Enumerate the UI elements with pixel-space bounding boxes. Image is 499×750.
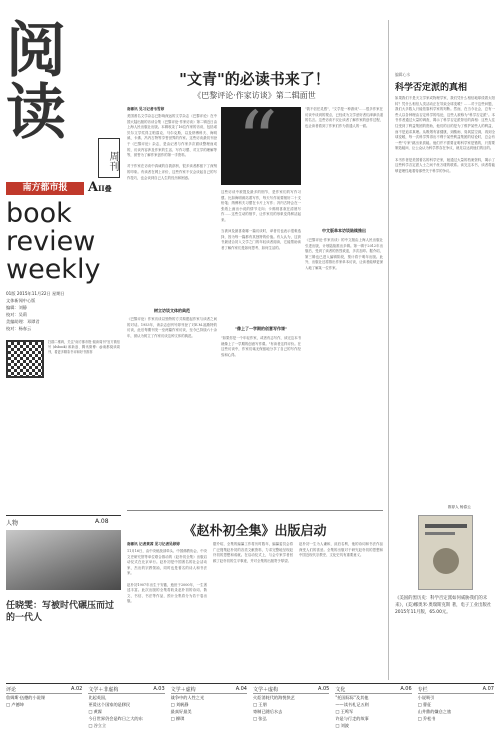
english-title: book review weekly xyxy=(6,198,101,285)
lead-headline[interactable]: "文青"的必读书来了！ xyxy=(179,70,330,88)
lead-col1: 美国著名文学杂志已影响深远的文学杂志《巴黎评论》在中国大陆出版的访谈合集《巴黎评论·作家访谈》第二辑近日由上海人民出版社出版。本辑收录了16位作家的访谈，包括诺贝尔文学奖得主帕慕克、马尔克斯，以及纳博科夫、海明威、卡佛、冯内古特等享誉世界的作家。这些访谈最初刊登于《巴黎评论》杂志，是由记者与作家多次面谈整理而成的，访谈内容涉及作家的生活、写作习惯、对文学的理解等等，被誉为了解作家创作的第一手资料。 对于作家在访谈中真诚的自我剖析，很多读者都留下了深刻的印象。有读者在网上评价，这些作家不仅会谈起自己的写作技巧，也会谈到自己人生的经历和困惑。 xyxy=(127,114,217,180)
person-headline[interactable]: 任晓雯：写被时代碾压而过的一代人 xyxy=(6,601,115,623)
lead-col2-subhead: "像上了一学期的创意写作课" xyxy=(234,326,288,331)
person-page[interactable]: A.08 xyxy=(95,518,109,525)
footer-item[interactable]: 文学＋非虚构 A.03 比起英国， 更爱这个国家的是移民 □ 黄霖 今日世界仍会是昨日之大的东 □ 谷立立 xyxy=(88,686,165,728)
lead-byline: 南都讯 见习记者韦雪婷 xyxy=(127,107,165,111)
paper-logo: 南方都市报 xyxy=(6,182,84,195)
qr-caption: 扫描二维码，关注"南方都市报-阅读周刊"官方微信号 (dsbook) 和新浪、腾讯微博：@南都阅读周刊，看更多精彩书评和好书推荐 xyxy=(48,340,120,354)
weekly-badge: 周刊 xyxy=(98,138,120,178)
footer-item[interactable]: 评论 A.02 詹姆斯·伍德的小说课 □ 卢德坤 xyxy=(6,686,83,707)
book-cover-image xyxy=(221,94,301,187)
lead-col1-subhead: 树立访谈文体的典范 xyxy=(154,308,190,313)
section-letter: AII叠 xyxy=(88,180,112,195)
person-label: 人物 xyxy=(6,520,19,527)
right-book-caption: 《美国的黑历史：科学否定派如何威胁我们的未来》，(美)娜奥米·奥瑞斯克斯 著，电子工业出版社2015年11月版，65.00元。 xyxy=(395,596,492,615)
right-body: 如果我们不是天文学家或物理学家，我们凭什么相信地球绕着太阳转？凭什么相信人类活动正在导致全球变暖？……对于这些问题，我们大多数人只能依靠科学家的判断。然而，在当今社会，总有一些人以各种理由否定科学的结论，这些人被称为"科学否定派"。本书作者通过大量的调查，揭示了科学否定派背后的真相：这些人往往受到了利益集团的资助，他们的目的是为了维护某些人的利益，而不是追求真理。从吸烟有害健康，到酸雨、臭氧层空洞，再到全球变暖，每一次科学界得出不利于某些利益集团的结论时，总会有一些"专家"跳出来质疑。他们并不需要证明科学家是错的，只需要制造疑问，让公众认为科学界存在争议，就足以达到他们的目的。 本书作者是美国著名的科学史家，她通过大量的档案资料，揭示了这些科学否定派人士之间千丝万缕的联系。读完这本书，读者将能够更理性地看待那些关于科学的争议。 xyxy=(395,96,495,173)
right-headline[interactable]: 科学否定派的真相 xyxy=(395,83,468,93)
lead-col1b: 《巴黎评论》作家访谈以独特的方式构建起作家与读者之间的对话。1953年，该杂志创刊号即刊登了对E.M.福斯特的访谈，此后每期刊发一至两篇作家访谈，至今已持续六十余年，被认为树立了作家访谈这种文体的典范。 xyxy=(127,317,217,338)
lead-col3: "我不信任灵感"，"文学是一种游戏"……很多作家在访谈中谈到的观点，已经成为文学爱好者们津津乐道的名言。这些访谈不仅让读者了解作家的创作过程，也让读者看到了作家们作为普通人的一面。 xyxy=(305,107,383,128)
lead-col3b: 《巴黎评论·作家访谈》的中文版由上海人民出版社引进出版，计划陆续推出多辑。第一辑于2012年出版后，受到了读者的热烈欢迎，多次加印。据介绍，第三辑也已进入编辑阶段，预计将于明年出版。此外，出版社还将推出作家单本访谈，让读者能够更深入地了解某一位作家。 xyxy=(305,238,383,270)
lead-col3-subhead: 中文版单本访谈陆续推出 xyxy=(322,228,366,233)
footer-toc xyxy=(6,686,494,744)
editor-pick-tag: 编辑心水 xyxy=(395,72,411,77)
second-col2: 据介绍，全集的编纂工作将历时数年，编纂委员会将广泛搜集赵朴初的各类文献资料，力求完整地呈现赵朴初的思想和成就。在启动仪式上，与会专家学者回顾了赵朴初的生平事迹，并对全集的出版寄予厚望。 xyxy=(213,542,293,563)
footer-item[interactable]: 文学＋虚构 A.04 战争中的人性之光 □ 刘帆静 最真好最美 □ 柳琪 xyxy=(170,686,247,721)
second-byline: 南都讯 记者黄茜 见习记者吴婷婷 xyxy=(127,542,180,546)
lead-col2: 这些访谈中被提及最多的细节，是作家们的写作习惯。比如海明威站着写作，每天写作前要削好二十支铅笔；纳博科夫习惯在卡片上写作；冯内古特会在一张纸上画出小说的情节走向；卡佛则喜欢在清晨写作……这些生动的细节，让作家们的形象变得鲜活起来。 当被问及最喜欢哪一篇访谈时，译者们也表示很难选择，因为每一篇都有其独特的价值。有人认为，这套书最适合初入文学之门的年轻读者阅读，它能帮助读者了解作家们是如何思考、如何生活的。 xyxy=(221,190,301,250)
footer-item[interactable]: 文学＋虚构 A.05 火炬消耗代的海悦快艺 □ 王朋 寄制已随后水去 □ 张弘 xyxy=(252,686,330,721)
second-headline[interactable]: 《赵朴初全集》出版启动 xyxy=(183,524,327,539)
second-col3: 赵朴初一生为人谦和，淡泊名利，他的诗词和书法作品深受人们的喜爱。全集的出版对于研究赵朴初的思想和中国近现代宗教史、文化史具有重要意义。 xyxy=(299,542,383,558)
right-book-cover xyxy=(418,515,473,590)
lead-col2b: "如果你是一个年轻作家，或者有志写作，读完这本书就像上了一学期的创意写作课。"有读者这样评价。在这些访谈中，作家们毫无保留地分享了自己的写作经验和心得。 xyxy=(221,336,301,357)
masthead-info: 01版 2015年11月22日 星期日 文体新闻中心版 编辑：刘静 校对：吴莉 美编助理：邓谭君 校对：杨春云 xyxy=(6,291,65,331)
person-photo xyxy=(6,530,121,590)
footer-item[interactable]: 文化 A.06 "托国际际"及其他 ——读书札记五则 □ 王鸣军 许是与行走的故事 □ 刘波 xyxy=(335,686,412,728)
lead-subhead: 《巴黎评论·作家访谈》第二辑面世 xyxy=(193,91,316,100)
footer-item[interactable]: 专栏 A.07 小说吸引 □ 曹征 山井鼎的嫌仓之旅 □ 乔松书 xyxy=(417,686,494,721)
masthead-title: 阅读 xyxy=(6,16,64,148)
second-col1: 11月16日，由中央统战部牵头、中国佛教协会、中央文史研究馆等单位联合推动的《赵朴初全集》出版启动仪式在北京举行。赵朴初是中国著名的社会活动家、杰出的宗教领袖，同时也是著名的诗人和书法家。 赵朴初1907年出生于安徽，逝世于2000年，一生著述丰富。此次出版的全集将收录赵朴初的诗词、散文、书信、书法等作品，预计全集将分为若干卷出版。 xyxy=(127,549,207,604)
quote-mark-icon: “ xyxy=(237,94,278,187)
recommender: 推荐人 杨春云 xyxy=(448,505,471,509)
qr-code[interactable] xyxy=(6,340,44,378)
